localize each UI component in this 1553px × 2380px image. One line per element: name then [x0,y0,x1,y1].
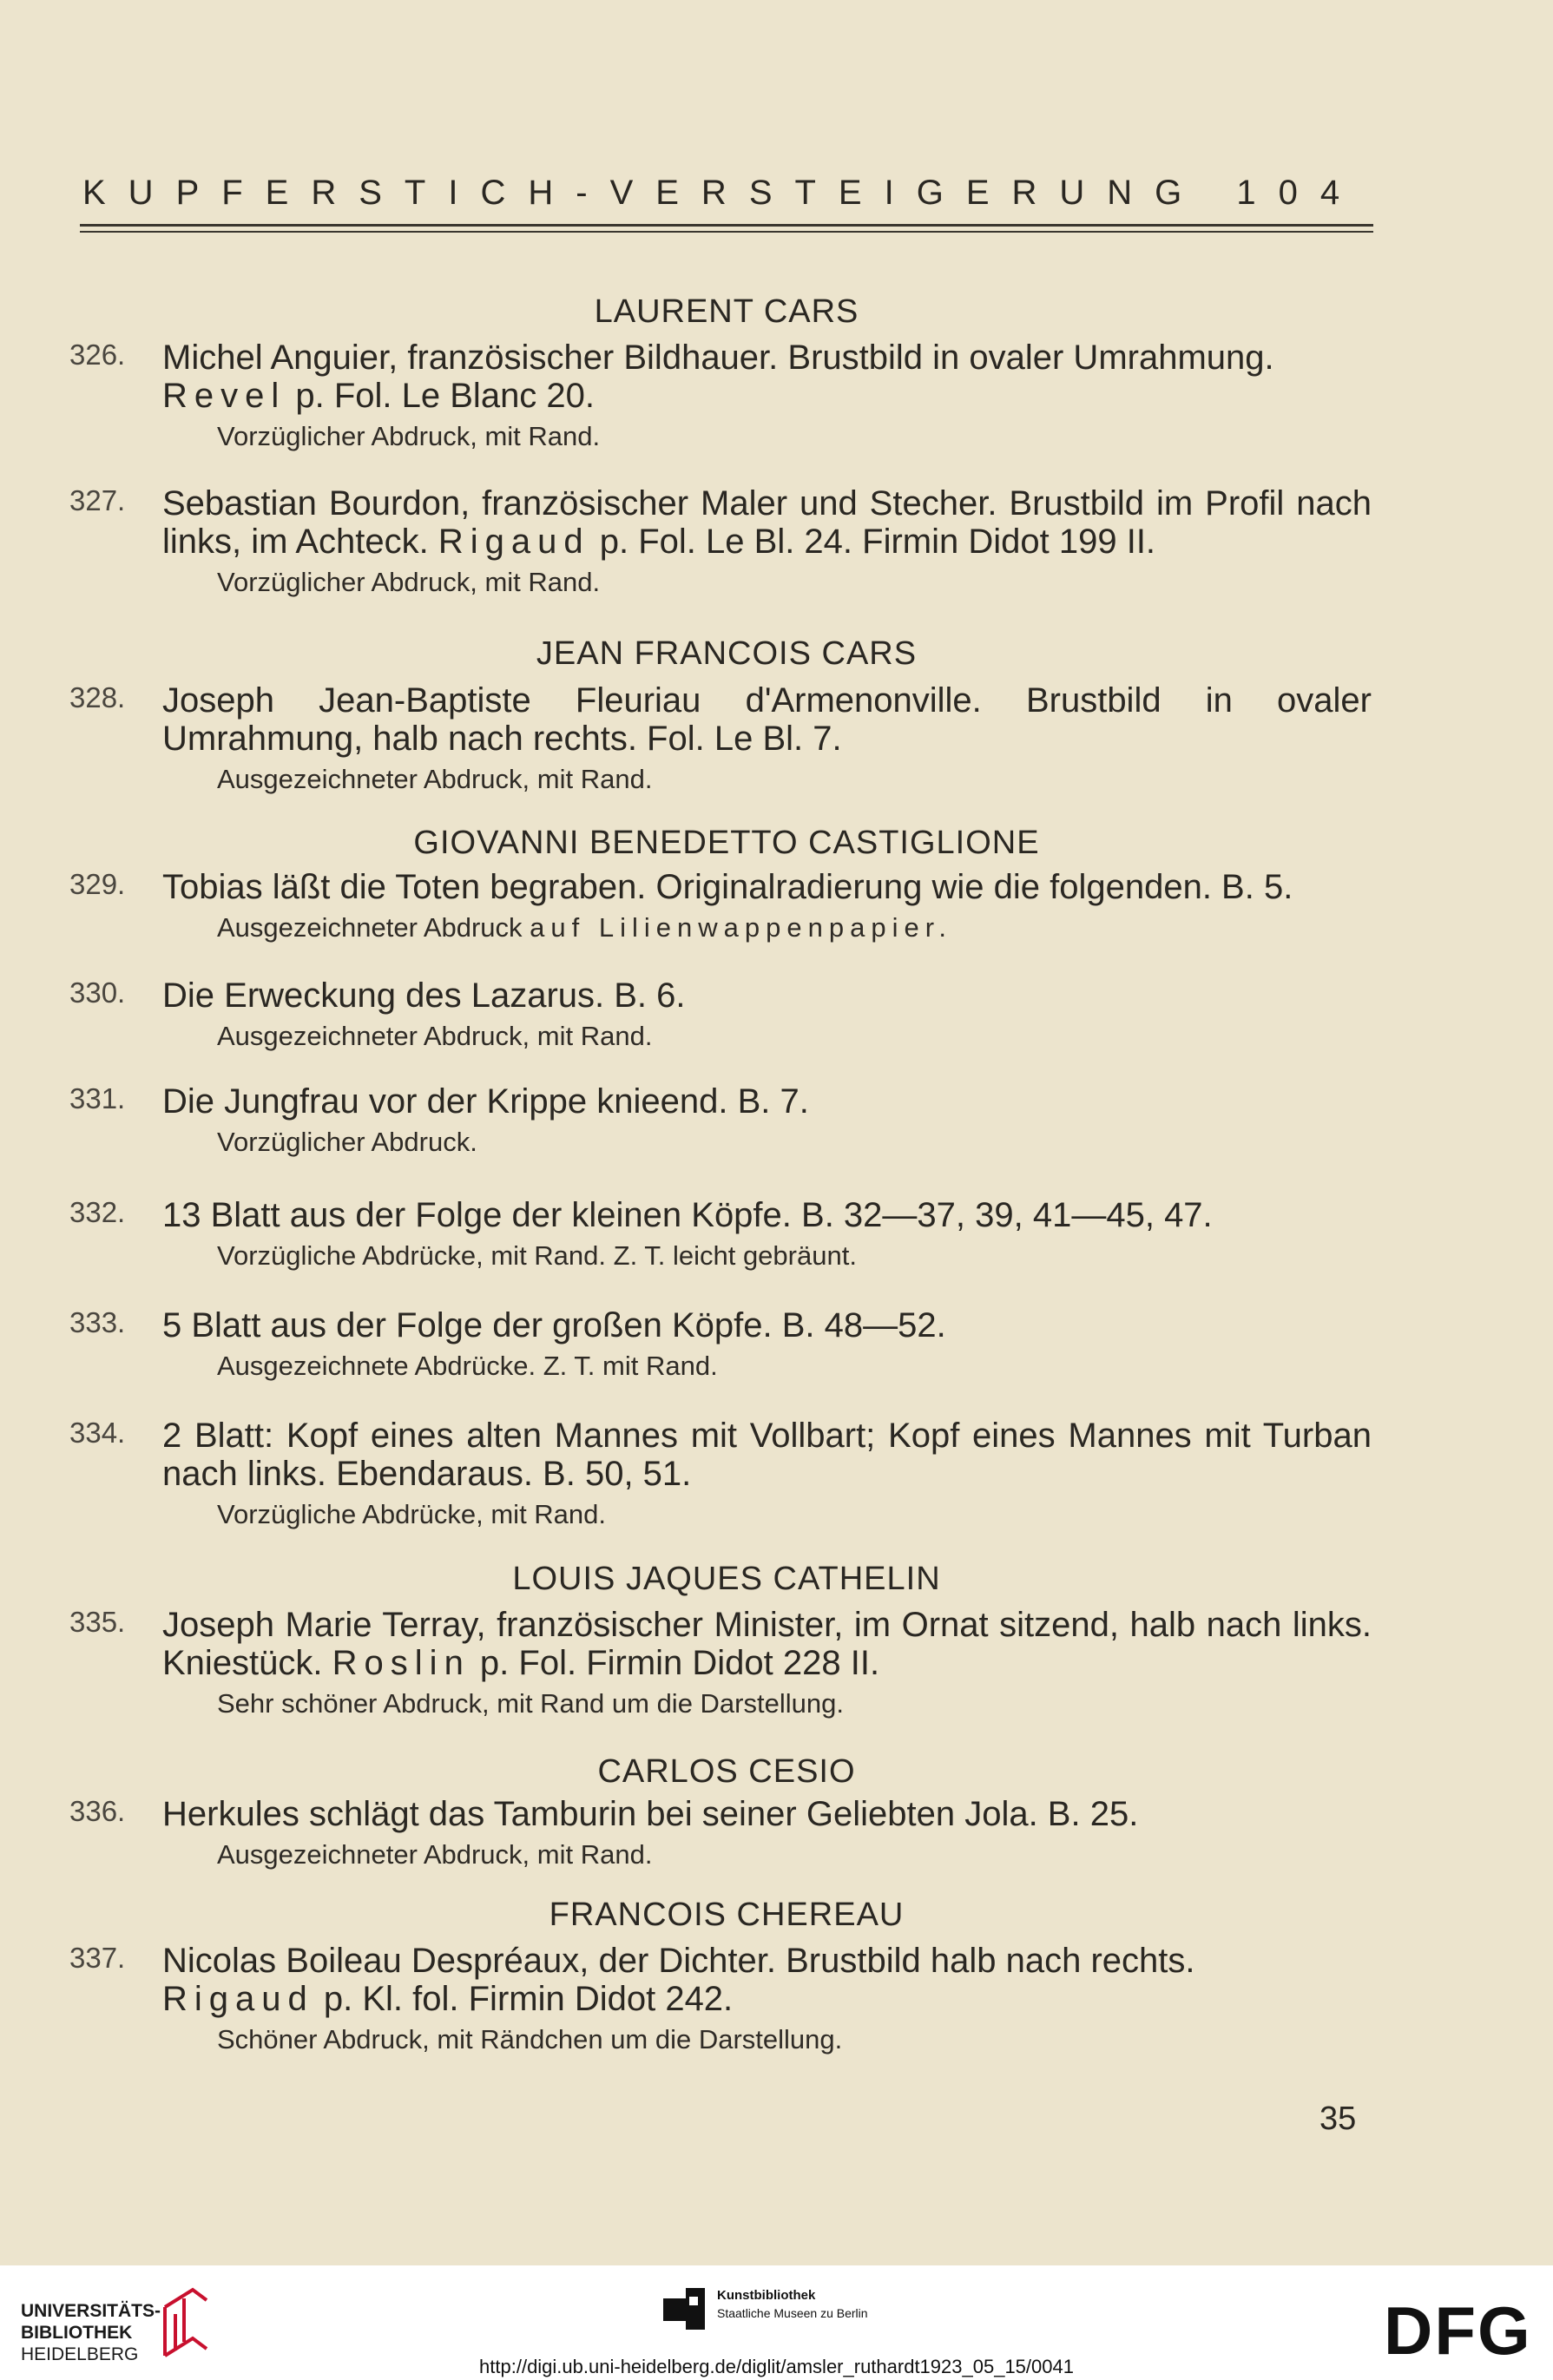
lot-number: 335. [69,1606,126,1638]
lot-number: 336. [69,1795,126,1827]
lot-entry [69,484,1372,599]
artist-heading: JEAN FRANCOIS CARS [536,635,918,672]
lot-entry [69,1306,1372,1383]
lot-entry [69,1795,1372,1871]
permalink-url[interactable]: http://digi.ub.uni-heidelberg.de/diglit/amsler_ruthardt1923_05_15/0041 [479,2356,1074,2377]
lot-condition-note: Ausgezeichneter Abdruck, mit Rand. [217,764,653,794]
lot-number: 330. [69,976,126,1009]
lot-number: 337. [69,1942,126,1974]
header-rule-thin [80,231,1373,233]
lot-description: Tobias läßt die Toten begraben. Originalradierung wie die folgenden. B. 5. [162,868,1293,906]
lot-description: Die Erweckung des Lazarus. B. 6. [162,976,686,1015]
lot-condition-note: Ausgezeichneter Abdruck, mit Rand. [217,1021,653,1051]
lot-number: 327. [69,484,126,516]
kunstbibliothek-name[interactable]: Kunstbibliothek Staatliche Museen zu Berlin [717,2288,868,2320]
lot-description: Nicolas Boileau Despréaux, der Dichter. Brustbild halb nach rechts. Rigaud p. Kl. fol. Firmin Didot 242. [162,1942,1195,2018]
lot-description: 2 Blatt: Kopf eines alten Mannes mit Vollbart; Kopf eines Mannes mit Turban nach links. Ebendaraus. B. 50, 51. [162,1417,1372,1493]
lot-number: 331. [69,1082,126,1114]
lot-condition-note: Vorzügliche Abdrücke, mit Rand. [217,1499,607,1529]
lot-condition-note: Vorzüglicher Abdruck, mit Rand. [217,567,601,597]
artist-heading: LOUIS JAQUES CATHELIN [512,1561,941,1597]
lot-number: 333. [69,1306,126,1338]
lot-entry [69,1942,1372,2056]
lot-entry [69,1082,1372,1159]
lot-description: Die Jungfrau vor der Krippe knieend. B. 7. [162,1082,809,1121]
lot-entry [69,1196,1372,1272]
lot-entry [69,1606,1372,1720]
lot-condition-note: Sehr schöner Abdruck, mit Rand um die Darstellung. [217,1688,844,1719]
lot-entry [69,976,1372,1053]
lot-condition-note: Ausgezeichnete Abdrücke. Z. T. mit Rand. [217,1351,718,1381]
lot-description: Herkules schlägt das Tamburin bei seiner Geliebten Jola. B. 25. [162,1795,1139,1833]
lot-entry [69,681,1372,796]
lot-number: 326. [69,339,126,371]
lot-description: 5 Blatt aus der Folge der großen Köpfe. B. 48—52. [162,1306,946,1345]
university-library-name[interactable]: UNIVERSITÄTS- BIBLIOTHEK HEIDELBERG [21,2301,161,2364]
lot-number: 328. [69,681,126,713]
lot-condition-note: Ausgezeichneter Abdruck, mit Rand. [217,1839,653,1870]
running-header: KUPFERSTICH-VERSTEIGERUNG 104 [82,174,1363,212]
lot-description: 13 Blatt aus der Folge der kleinen Köpfe. B. 32—37, 39, 41—45, 47. [162,1196,1213,1234]
lot-description: Michel Anguier, französischer Bildhauer. Brustbild in ovaler Umrahmung. Revel p. Fol. Le Blanc 20. [162,339,1274,415]
lot-number: 334. [69,1417,126,1449]
lot-number: 329. [69,868,126,900]
lot-entry [69,339,1372,453]
digitization-footer [0,2265,1553,2380]
lot-description: Joseph Jean-Baptiste Fleuriau d'Armenonville. Brustbild in ovaler Umrahmung, halb nach rechts. Fol. Le Bl. 7. [162,681,1372,758]
lot-condition-note: Vorzüglicher Abdruck. [217,1127,477,1157]
lot-condition-note: Schöner Abdruck, mit Rändchen um die Darstellung. [217,2024,843,2055]
lot-entry [69,1417,1372,1531]
artist-heading: FRANCOIS CHEREAU [549,1897,905,1933]
lot-entry [69,868,1372,944]
lot-condition-note: Ausgezeichneter Abdruck auf Lilienwappenpapier. [217,912,952,943]
lot-description: Sebastian Bourdon, französischer Maler und Stecher. Brustbild im Profil nach links, im Achteck. Rigaud p. Fol. Le Bl. 24. Firmin Didot 199 II. [162,484,1372,561]
university-library-logo-icon[interactable] [158,2281,214,2361]
artist-heading: LAURENT CARS [594,293,859,330]
artist-heading: CARLOS CESIO [597,1753,856,1790]
lot-condition-note: Vorzügliche Abdrücke, mit Rand. Z. T. leicht gebräunt. [217,1240,857,1271]
lot-description: Joseph Marie Terray, französischer Minister, im Ornat sitzend, halb nach links. Kniestück. Roslin p. Fol. Firmin Didot 228 II. [162,1606,1372,1682]
lot-condition-note: Vorzüglicher Abdruck, mit Rand. [217,421,601,451]
lot-number: 332. [69,1196,126,1228]
kunstbibliothek-logo-icon[interactable] [660,2285,708,2333]
artist-heading: GIOVANNI BENEDETTO CASTIGLIONE [413,825,1040,861]
dfg-logo[interactable]: DFG [1384,2292,1532,2369]
page-number: 35 [1319,2101,1357,2137]
header-rule [80,224,1373,227]
